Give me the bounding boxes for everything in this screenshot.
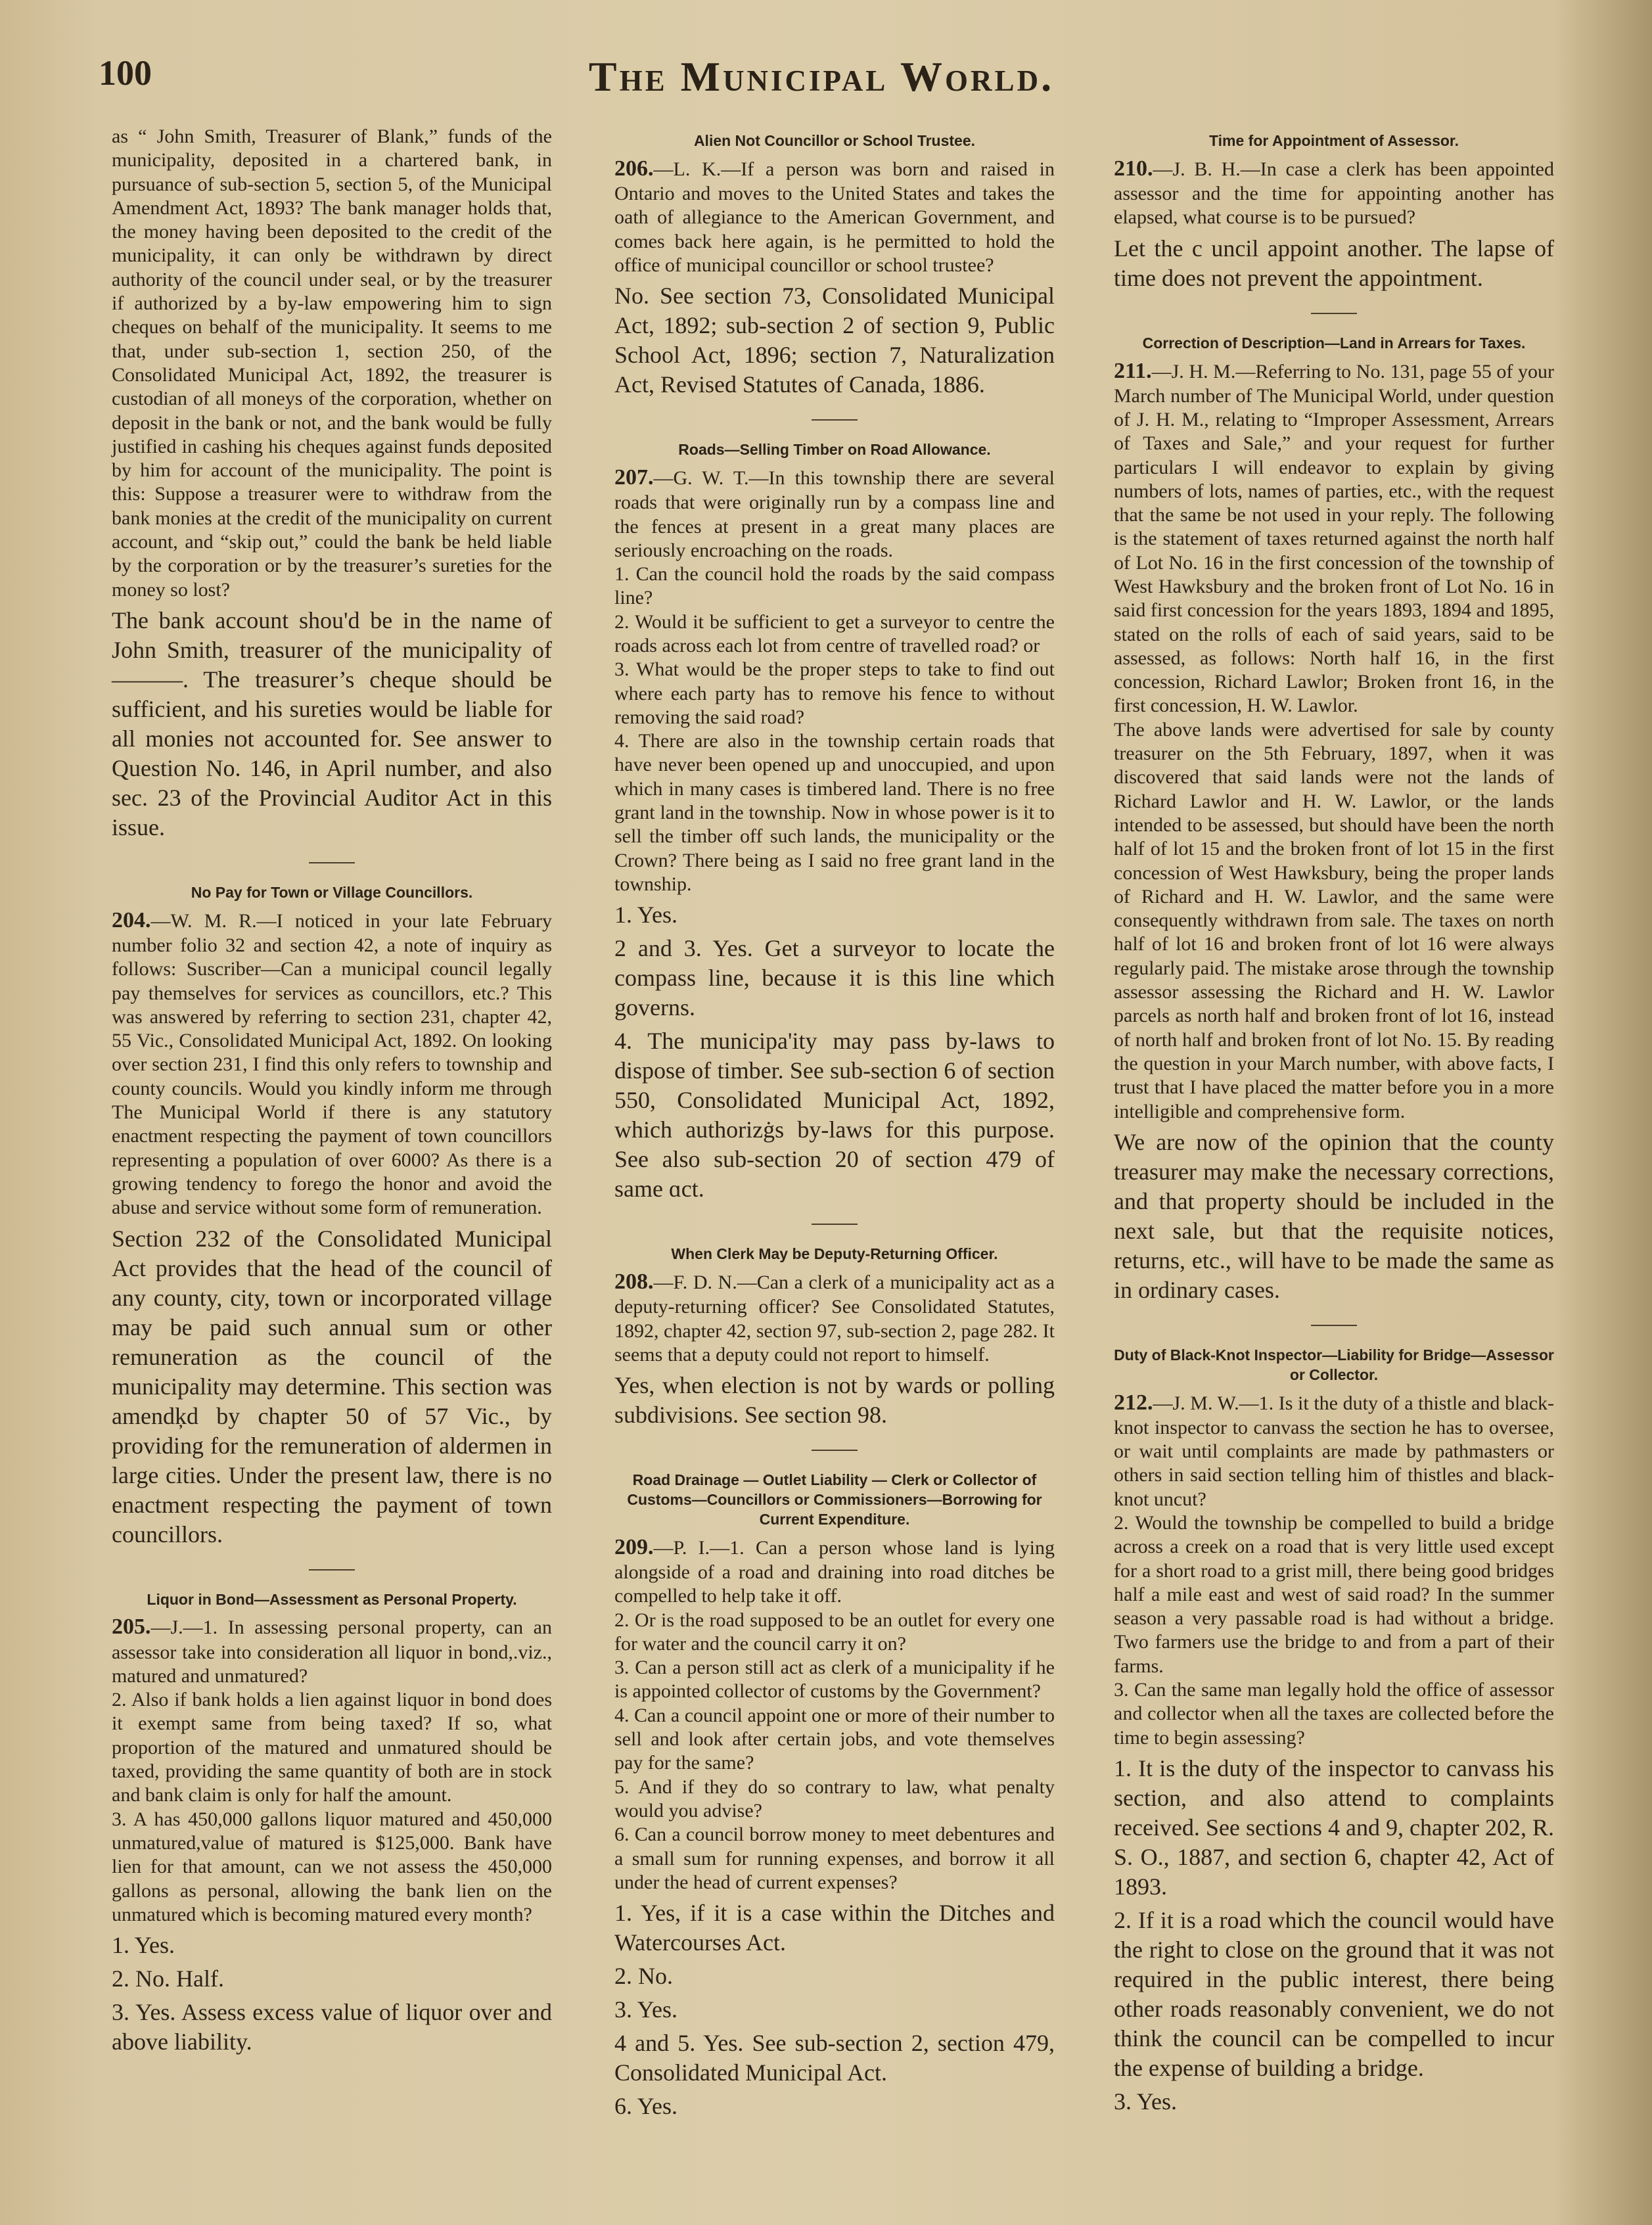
masthead: The Municipal World. bbox=[588, 53, 1055, 100]
question-212 bbox=[1114, 1389, 1554, 1511]
question-209-part-4: 4. Can a council appoint one or more of their number to sell and look after certain jobs, and vote themselves pay for the same? bbox=[614, 1704, 1055, 1774]
heading-204: No Pay for Town or Village Councillors. bbox=[191, 883, 473, 901]
divider bbox=[309, 1569, 355, 1571]
question-211 bbox=[1114, 357, 1554, 718]
question-number: 204. bbox=[112, 907, 151, 932]
page-number: 100 bbox=[99, 53, 152, 93]
answer-209-4: 4 and 5. Yes. See sub-section 2, section 479, Consolidated Municipal Act. bbox=[614, 2030, 1055, 2086]
divider bbox=[309, 862, 355, 863]
question-212-part-3: 3. Can the same man legally hold the office of assessor and collector when all the taxes are collected before the time to begin assessing? bbox=[1114, 1679, 1554, 1749]
heading-211: Correction of Description—Land in Arrears for Taxes. bbox=[1142, 334, 1526, 352]
question-208 bbox=[614, 1268, 1055, 1367]
divider bbox=[1311, 313, 1357, 314]
answer-207-2: 2 and 3. Yes. Get a surveyor to locate the compass line, because it is this line which governs. bbox=[614, 935, 1055, 1021]
question-number: 210. bbox=[1114, 156, 1153, 181]
divider bbox=[812, 419, 858, 421]
question-number: 208. bbox=[614, 1270, 654, 1295]
question-206 bbox=[614, 155, 1055, 277]
question-text: —G. W. T.—In this township there are several roads that were originally run by a compass line and the fences at present in a great many places are seriously encroaching on the roads. bbox=[614, 467, 1055, 561]
heading-209: Road Drainage — Outlet Liability — Clerk or Collector of Customs—Councillors or Commissioners—Borrowing for Current Expenditure. bbox=[627, 1471, 1042, 1528]
question-207 bbox=[614, 464, 1055, 562]
answer-212-2: 2. If it is a road which the council would have the right to close on the ground that it was not required in the public interest, there being other roads reasonably convenient, we do not think the council can be compelled to incur the expense of building a bridge. bbox=[1114, 1906, 1554, 2081]
answer-continued: The bank account shou'd be in the name of John Smith, treasurer of the municipality of———. The treasurer’s cheque should be sufficient, and his sureties would be liable for all monies not accounted for. See answer to Question No. 146, in April number, and also sec. 23 of the Provincial Auditor Act in this issue. bbox=[112, 607, 552, 840]
question-number: 205. bbox=[112, 1615, 151, 1640]
answer-205-3: 3. Yes. Assess excess value of liquor over and above liability. bbox=[112, 1999, 552, 2055]
question-text: —W. M. R.—I noticed in your late February number folio 32 and section 42, a note of inquiry as follows: Suscriber—Can a municipal council legally pay themselves for services as councillors, etc.? This was answered by referring to section 231, chapter 42, 55 Vic., Consolidated Municipal Act, 1892. On looking over section 231, I find this only refers to township and county councils. Would you kindly inform me through The Municipal World if there is any statutory enactment respecting the payment of town councillors representing a population of over 6000? As there is a growing tendency to forego the honor and avoid the abuse and service without some form of remuneration. bbox=[112, 909, 552, 1219]
answer-209-3: 3. Yes. bbox=[614, 1996, 678, 2023]
question-number: 212. bbox=[1114, 1390, 1153, 1415]
column-2 bbox=[614, 125, 1055, 2121]
page-header bbox=[99, 53, 1544, 112]
question-text: —P. I.—1. Can a person whose land is lying alongside of a road and draining into road ditches be compelled to help take it off. bbox=[614, 1536, 1055, 1607]
heading-212: Duty of Black-Knot Inspector—Liability for Bridge—Assessor or Collector. bbox=[1114, 1346, 1554, 1383]
answer-212-3: 3. Yes. bbox=[1114, 2088, 1178, 2115]
answer-207-1: 1. Yes. bbox=[614, 902, 678, 929]
question-number: 209. bbox=[614, 1534, 654, 1559]
question-207-part-2: 2. Would it be sufficient to get a surveyor to centre the roads across each lot from centre of travelled road? or bbox=[614, 610, 1055, 656]
answer-206: No. See section 73, Consolidated Municipal Act, 1892; sub-section 2 of section 9, Public School Act, 1896; section 7, Naturalization Act, Revised Statutes of Canada, 1886. bbox=[614, 283, 1055, 398]
column-1 bbox=[112, 125, 552, 2057]
answer-208: Yes, when election is not by wards or polling subdivisions. See section 98. bbox=[614, 1372, 1055, 1429]
heading-205: Liquor in Bond—Assessment as Personal Property. bbox=[147, 1590, 517, 1608]
question-204 bbox=[112, 907, 552, 1220]
question-212-part-2: 2. Would the township be compelled to build a bridge across a creek on a road that is very little used except for a short road to a grist mill, there being good bridges half a mile east and west of said road? In the summer season a very passable road is had without a bridge. Two farmers use the bridge to and from a part of their farms. bbox=[1114, 1511, 1554, 1677]
question-text: —L. K.—If a person was born and raised in Ontario and moves to the United States and takes the oath of allegiance to the American Government, and comes back here again, is he permitted to hold the office of municipal councillor or school trustee? bbox=[614, 158, 1055, 276]
divider bbox=[1311, 1325, 1357, 1326]
question-number: 211. bbox=[1114, 358, 1152, 383]
answer-204: Section 232 of the Consolidated Municipal Act provides that the head of the council of any county, city, town or incorporated village may be paid such annual sum or other remuneration as the council of the municipality may determine. This section was amendķd by chapter 50 of 57 Vic., by providing for the remuneration of aldermen in large cities. Under the present law, there is no enactment respecting the payment of town councillors. bbox=[112, 1225, 552, 1548]
answer-205-2: 2. No. Half. bbox=[112, 1965, 224, 1992]
question-209-part-2: 2. Or is the road supposed to be an outlet for every one for water and the council carry it on? bbox=[614, 1609, 1055, 1655]
heading-210: Time for Appointment of Assessor. bbox=[1209, 132, 1459, 149]
answer-209-2: 2. No. bbox=[614, 1963, 673, 1990]
column-3 bbox=[1114, 125, 1554, 2117]
question-number: 207. bbox=[614, 465, 654, 490]
question-text: —J. B. H.—In case a clerk has been appointed assessor and the time for appointing another has elapsed, what course is to be pursued? bbox=[1114, 158, 1554, 229]
heading-207: Roads—Selling Timber on Road Allowance. bbox=[678, 441, 991, 459]
question-205-part-2: 2. Also if bank holds a lien against liquor in bond does it exempt same from being taxed? If so, what proportion of the matured and unmatured should be taxed, providing the same quantity of both are in stock and bank claim is only for half the amount. bbox=[112, 1689, 552, 1806]
question-207-part-1: 1. Can the council hold the roads by the said compass line? bbox=[614, 563, 1055, 609]
heading-206: Alien Not Councillor or School Trustee. bbox=[693, 132, 976, 149]
question-207-part-4: 4. There are also in the township certain roads that have never been opened up and unoccupied, and upon which in many cases is timbered land. There is no free grant land in the township. Now in whose power is it to sell the timber off such lands, the municipality or the Crown? There being as I said no free grant land in the township. bbox=[614, 730, 1055, 895]
question-number: 206. bbox=[614, 156, 654, 181]
question-205-part-3: 3. A has 450,000 gallons liquor matured and 450,000 unmatured,value of matured is $125,000. Bank have lien for that amount, can we not assess the 450,000 gallons as personal, allowing the bank lien on the unmatured which is becoming matured every month? bbox=[112, 1808, 552, 1925]
answer-207-4: 4. The municipa'ity may pass by-laws to dispose of timber. See sub-section 6 of section 550, Consolidated Municipal Act, 1892, which authorizġs by-laws for this purpose. See also sub-section 20 of section 479 of same ɑct. bbox=[614, 1028, 1055, 1203]
answer-211: We are now of the opinion that the county treasurer may make the necessary corrections, and that property should be included in the next sale, but that the requisite notices, returns, etc., will have to be made the same as in ordinary cases. bbox=[1114, 1128, 1554, 1303]
question-text: —J. M. W.—1. Is it the duty of a thistle and black-knot inspector to canvass the section he has to oversee, or wait until complaints are made by pathmasters or others in said section telling him of thistles and black-knot uncut? bbox=[1114, 1392, 1554, 1510]
question-text: —J.—1. In assessing personal property, can an assessor take into consideration all liquor in bond,.viz., matured and unmatured? bbox=[112, 1617, 552, 1687]
question-205 bbox=[112, 1613, 552, 1688]
answer-209-6: 6. Yes. bbox=[614, 2093, 678, 2120]
question-text: —J. H. M.—Referring to No. 131, page 55 of your March number of The Municipal World, under question of J. H. M., relating to “Improper Assessment, Arrears of Taxes and Sale,” and your request for further particulars I will endeavor to explain by giving numbers of lots, names of parties, etc., with the request that the same be not used in your reply. The following is the statement of taxes returned against the north half of Lot No. 16 in the first concession of the township of West Hawksbury and the broken front of Lot No. 16 in said first concession for the years 1893, 1894 and 1895, stated on the rolls of each of said years, said to be assessed, as follows: North half 16, in the first concession, Richard Lawlor; Broken front 16, in the first concession, H. W. Lawlor. bbox=[1114, 360, 1554, 717]
question-209-part-5: 5. And if they do so contrary to law, what penalty would you advise? bbox=[614, 1776, 1055, 1822]
question-209-part-3: 3. Can a person still act as clerk of a municipality if he is appointed collector of customs by the Government? bbox=[614, 1657, 1055, 1703]
question-211-part-2: The above lands were advertised for sale by county treasurer on the 5th February, 1897, when it was discovered that said lands were not the lands of Richard Lawlor and H. W. Lawlor, or the lands intended to be assessed, but should have been the north half of lot 15 and the broken front of lot 15 in the first concession of West Hawksbury, being the proper lands of Richard and H. W. Lawlor, and the same were consequently withdrawn from sale. The taxes on north half of lot 16 and broken front of lot 16 were always regularly paid. The mistake arose through the township assessor assessing the Richard and H. W. Lawlor parcels as north half and broken front of lot 16, instead of north half and broken front of lot No. 15. By reading the question in your March number, with above facts, I trust that I have placed the matter before you in a more intelligible and comprehensive form. bbox=[1114, 718, 1554, 1122]
question-209 bbox=[614, 1534, 1055, 1609]
answer-205-1: 1. Yes. bbox=[112, 1932, 175, 1959]
question-continued: as “ John Smith, Treasurer of Blank,” funds of the municipality, deposited in a chartered bank, in pursuance of sub-section 5, section 5, of the Municipal Amendment Act, 1893? The bank manager holds that, the money having been deposited to the credit of the municipality, it can only be withdrawn by direct authority of the council under seal, or by the treasurer if authorized by a by-law empowering him to sign cheques on behalf of the municipality. It seems to me that, under sub-section 1, section 250, of the Consolidated Municipal Act, 1892, the treasurer is custodian of all moneys of the corporation, whether on deposit in the bank or not, and the bank would be fully justified in cashing his cheques against funds deposited by him for account of the municipality. The point is this: Suppose a treasurer were to withdraw from the bank monies at the credit of the municipality on current account, and “skip out,” could the bank be held liable by the corporation or by the treasurer’s sureties for the money so lost? bbox=[112, 126, 552, 601]
heading-208: When Clerk May be Deputy-Returning Officer. bbox=[671, 1245, 998, 1263]
question-text: —F. D. N.—Can a clerk of a municipality act as a deputy-returning officer? See Consolidated Statutes, 1892, chapter 42, section 97, sub-section 2, page 282. It seems that a deputy could not report to himself. bbox=[614, 1272, 1055, 1365]
answer-210: Let the c uncil appoint another. The lapse of time does not prevent the appointment. bbox=[1114, 235, 1554, 291]
question-207-part-3: 3. What would be the proper steps to take to find out where each party has to remove his fence to without removing the said road? bbox=[614, 658, 1055, 728]
question-209-part-6: 6. Can a council borrow money to meet debentures and a small sum for running expenses, and borrow it all under the head of current expenses? bbox=[614, 1824, 1055, 1893]
divider bbox=[812, 1224, 858, 1225]
answer-212-1: 1. It is the duty of the inspector to canvass his section, and also attend to complaints received. See sections 4 and 9, chapter 202, R. S. O., 1887, and section 6, chapter 42, Act of 1893. bbox=[1114, 1755, 1554, 1900]
divider bbox=[812, 1450, 858, 1451]
answer-209-1: 1. Yes, if it is a case within the Ditches and Watercourses Act. bbox=[614, 1900, 1055, 1956]
question-210 bbox=[1114, 155, 1554, 230]
